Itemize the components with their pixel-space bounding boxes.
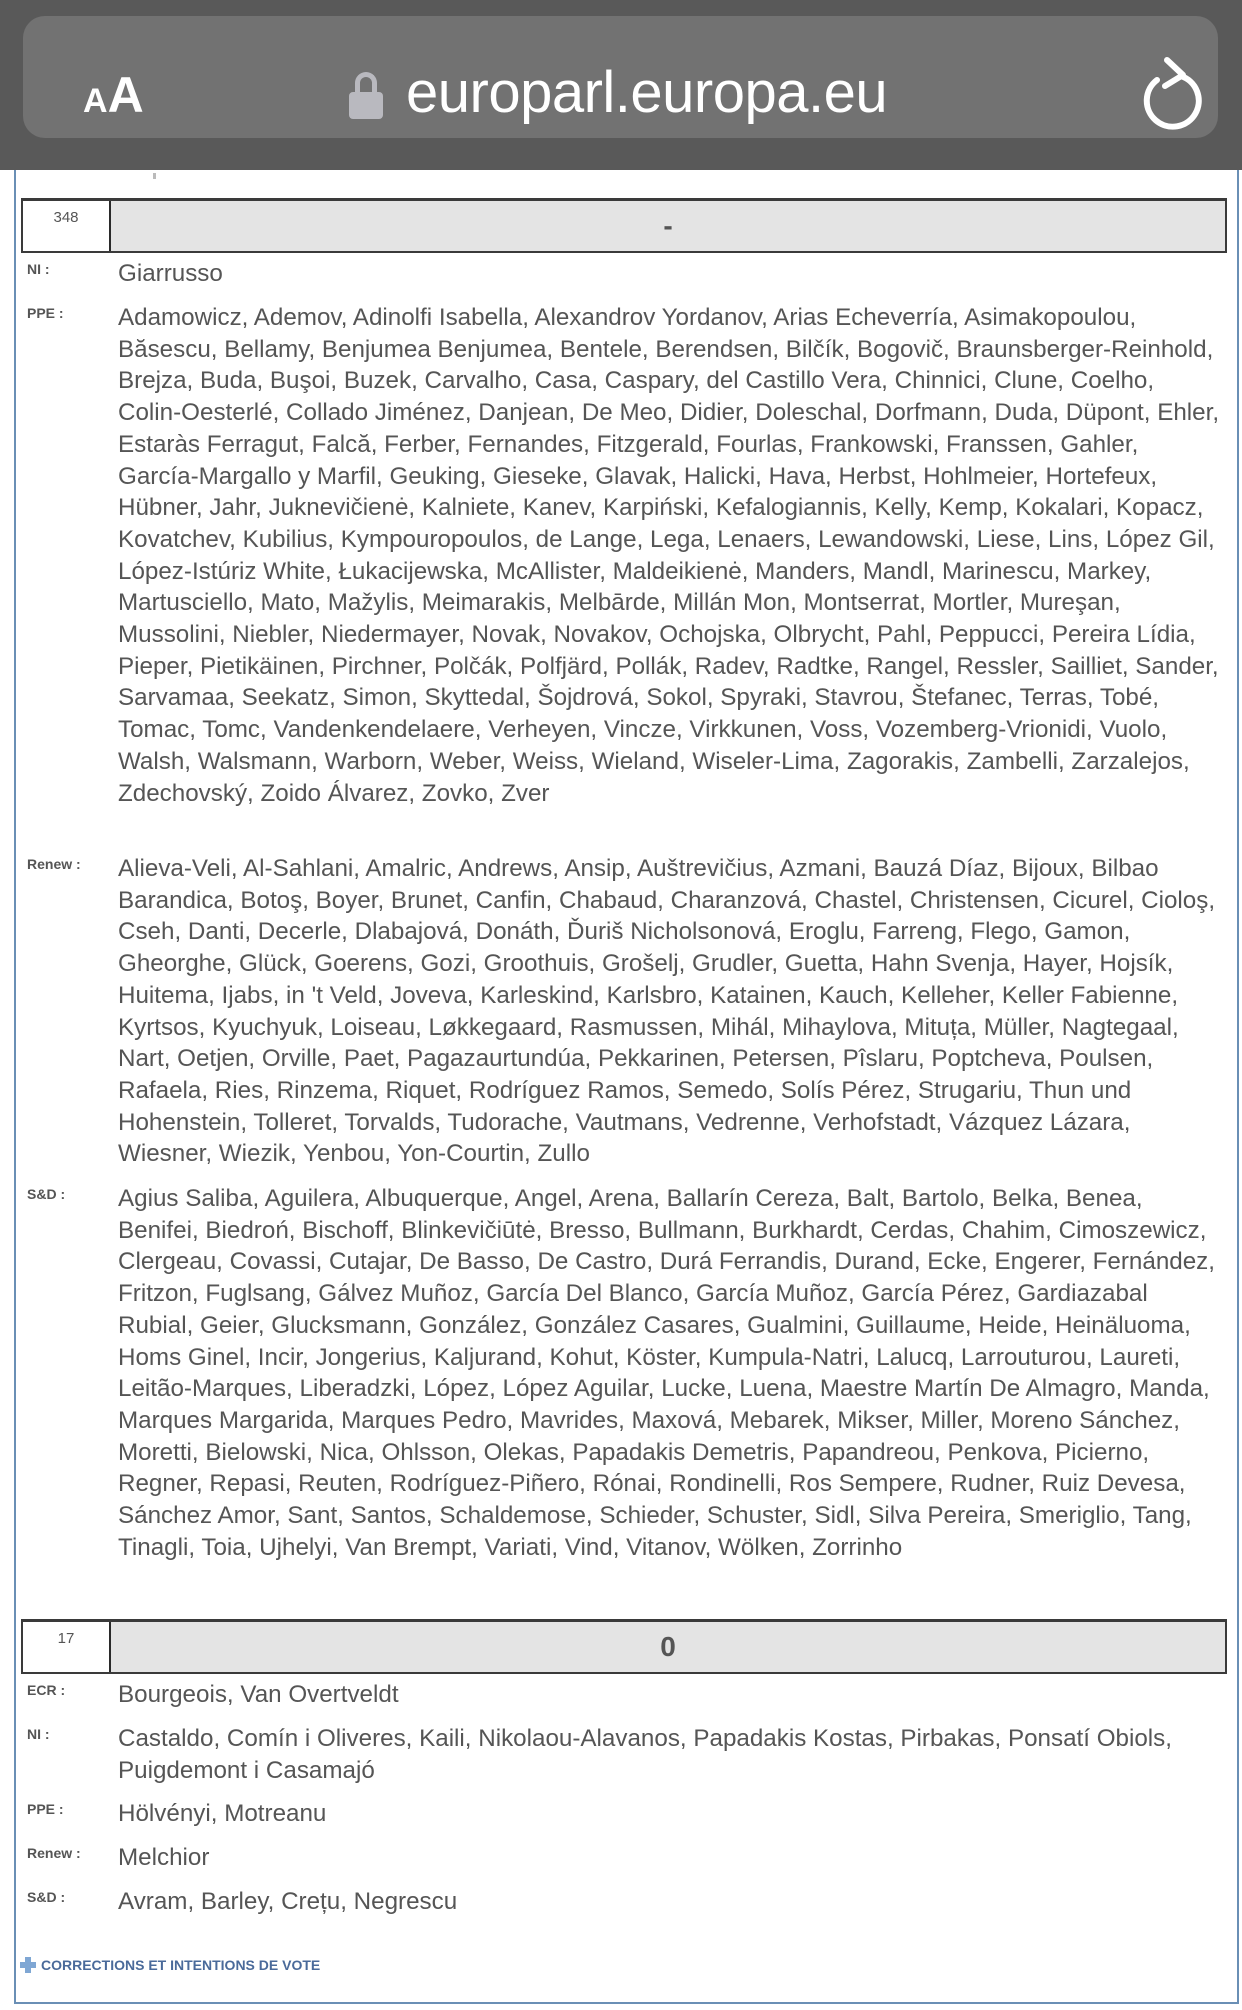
group-label: S&D : bbox=[27, 1186, 66, 1202]
plus-icon bbox=[20, 1957, 36, 1973]
result-header-abstention bbox=[21, 1619, 1227, 1674]
vote-count: 17 bbox=[23, 1622, 111, 1672]
group-members: Alieva-Veli, Al-Sahlani, Amalric, Andrews, Ansip, Auštrevičius, Azmani, Bauzá Díaz, Bijoux, Bilbao Barandica, Botoş, Boyer, Brunet, Canfin, Chabaud, Charanzová, Chastel, Christensen, Cicurel, Cioloş, Cseh, Danti, Decerle, Dlabajová, Donáth, Ďuriš Nicholsonová, Eroglu, Farreng, Flego, Gamon, Gheorghe, Glück, Goerens, Gozi, Groothuis, Grošelj, Grudler, Guetta, Hahn Svenja, Hayer, Hojsík, Huitema, Ijabs, in 't Veld, Joveva, Karleskind, Karlsbro, Katainen, Kauch, Kelleher, Keller Fabienne, Kyrtsos, Kyuchyuk, Loiseau, Løkkegaard, Rasmussen, Mihál, Mihaylova, Mituța, Müller, Nagtegaal, Nart, Oetjen, Orville, Paet, Pagazaurtundúa, Pekkarinen, Petersen, Pîslaru, Poptcheva, Poulsen, Rafaela, Ries, Rinzema, Riquet, Rodríguez Ramos, Semedo, Solís Pérez, Strugariu, Thun und Hohenstein, Tolleret, Torvalds, Tudorache, Vautmans, Vedrenne, Verhofstadt, Vázquez Lázara, Wiesner, Wiezik, Yenbou, Yon-Courtin, Zullo bbox=[118, 855, 1216, 1168]
browser-toolbar bbox=[0, 0, 1242, 170]
lock-icon bbox=[349, 72, 383, 118]
group-members: Melchior bbox=[118, 1844, 210, 1871]
address-bar[interactable] bbox=[23, 16, 1218, 138]
url-text[interactable]: europarl.europa.eu bbox=[406, 60, 888, 125]
group-members: Avram, Barley, Crețu, Negrescu bbox=[118, 1888, 458, 1915]
cropped-text-fragment bbox=[153, 173, 156, 179]
vote-results-panel bbox=[14, 170, 1239, 2004]
group-label: Renew : bbox=[27, 856, 81, 872]
group-members: Bourgeois, Van Overtveldt bbox=[118, 1681, 399, 1708]
text-size-button[interactable] bbox=[83, 66, 144, 126]
corrections-link-label: CORRECTIONS ET INTENTIONS DE VOTE bbox=[41, 1957, 321, 1973]
vote-symbol: 0 bbox=[111, 1622, 1225, 1672]
group-label: Renew : bbox=[27, 1845, 81, 1861]
group-members: Giarrusso bbox=[118, 260, 223, 287]
group-members: Adamowicz, Ademov, Adinolfi Isabella, Alexandrov Yordanov, Arias Echeverría, Asimakopoulou, Băsescu, Bellamy, Benjumea Benjumea, Bentele, Berendsen, Bilčík, Bogovič, Braunsberger-Reinhold, Brejza, Buda, Buşoi, Buzek, Carvalho, Casa, Caspary, del Castillo Vera, Chinnici, Clune, Coelho, Colin-Oesterlé, Collado Jiménez, Danjean, De Meo, Didier, Doleschal, Dorfmann, Duda, Düpont, Ehler, Estaràs Ferragut, Falcă, Ferber, Fernandes, Fitzgerald, Fourlas, Frankowski, Franssen, Gahler, García-Margallo y Marfil, Geuking, Gieseke, Glavak, Halicki, Hava, Herbst, Hohlmeier, Hortefeux, Hübner, Jahr, Juknevičienė, Kalniete, Kanev, Karpiński, Kefalogiannis, Kelly, Kemp, Kokalari, Kopacz, Kovatchev, Kubilius, Kympouropoulos, de Lange, Lega, Lenaers, Lewandowski, Liese, Lins, López Gil, López-Istúriz White, Łukacijewska, McAllister, Maldeikienė, Manders, Mandl, Marinescu, Markey, Martusciello, Mato, Mažylis, Meimarakis, Melbārde, Millán Mon, Montserrat, Mortler, Mureşan, Mussolini, Niebler, Niedermayer, Novak, Novakov, Ochojska, Olbrycht, Pahl, Peppucci, Pereira Lídia, Pieper, Pietikäinen, Pirchner, Polčák, Polfjärd, Pollák, Radev, Radtke, Rangel, Ressler, Sailliet, Sander, Sarvamaa, Seekatz, Simon, Skyttedal, Šojdrová, Sokol, Spyraki, Stavrou, Štefanec, Terras, Tobé, Tomac, Tomc, Vandenkendelaere, Verheyen, Vincze, Virkkunen, Voss, Vozemberg-Vrionidi, Vuolo, Walsh, Walsmann, Warborn, Weber, Weiss, Wieland, Wiseler-Lima, Zagorakis, Zambelli, Zarzalejos, Zdechovský, Zoido Álvarez, Zovko, Zver bbox=[118, 304, 1220, 807]
group-label: PPE : bbox=[27, 305, 64, 321]
group-label: NI : bbox=[27, 261, 50, 277]
group-label: PPE : bbox=[27, 1801, 64, 1817]
group-members: Hölvényi, Motreanu bbox=[118, 1800, 327, 1827]
corrections-link[interactable] bbox=[20, 1957, 320, 1973]
group-members: Agius Saliba, Aguilera, Albuquerque, Angel, Arena, Ballarín Cereza, Balt, Bartolo, Belka, Benea, Benifei, Biedroń, Bischoff, Blinkevičiūtė, Bresso, Bullmann, Burkhardt, Cerdas, Chahim, Cimoszewicz, Clergeau, Covassi, Cutajar, De Basso, De Castro, Durá Ferrandis, Durand, Ecke, Engerer, Fernández, Fritzon, Fuglsang, Gálvez Muñoz, García Del Blanco, García Muñoz, García Pérez, Gardiazabal Rubial, Geier, Glucksmann, González, González Casares, Gualmini, Guillaume, Heide, Heinäluoma, Homs Ginel, Incir, Jongerius, Kaljurand, Kohut, Köster, Kumpula-Natri, Lalucq, Larrouturou, Laureti, Leitão-Marques, Liberadzki, López, López Aguilar, Lucke, Luena, Maestre Martín De Almagro, Manda, Marques Margarida, Marques Pedro, Mavrides, Maxová, Mebarek, Mikser, Miller, Moreno Sánchez, Moretti, Bielowski, Nica, Ohlsson, Olekas, Papadakis Demetris, Papandreou, Penkova, Picierno, Regner, Repasi, Reuten, Rodríguez-Piñero, Rónai, Rondinelli, Ros Sempere, Rudner, Ruiz Devesa, Sánchez Amor, Sant, Santos, Schaldemose, Schieder, Schuster, Sidl, Silva Pereira, Smeriglio, Tang, Tinagli, Toia, Ujhelyi, Van Brempt, Variati, Vind, Vitanov, Wölken, Zorrinho bbox=[118, 1185, 1215, 1561]
result-header-against bbox=[21, 198, 1227, 253]
vote-symbol: - bbox=[111, 201, 1225, 251]
reload-icon[interactable] bbox=[1135, 56, 1205, 132]
group-label: S&D : bbox=[27, 1889, 66, 1905]
group-label: NI : bbox=[27, 1726, 50, 1742]
group-members: Castaldo, Comín i Oliveres, Kaili, Nikolaou-Alavanos, Papadakis Kostas, Pirbakas, Ponsatí Obiols, Puigdemont i Casamajó bbox=[118, 1725, 1172, 1784]
text-size-small-label: A bbox=[83, 82, 108, 120]
group-label: ECR : bbox=[27, 1682, 66, 1698]
text-size-large-label: A bbox=[107, 67, 144, 123]
vote-count: 348 bbox=[23, 201, 111, 251]
